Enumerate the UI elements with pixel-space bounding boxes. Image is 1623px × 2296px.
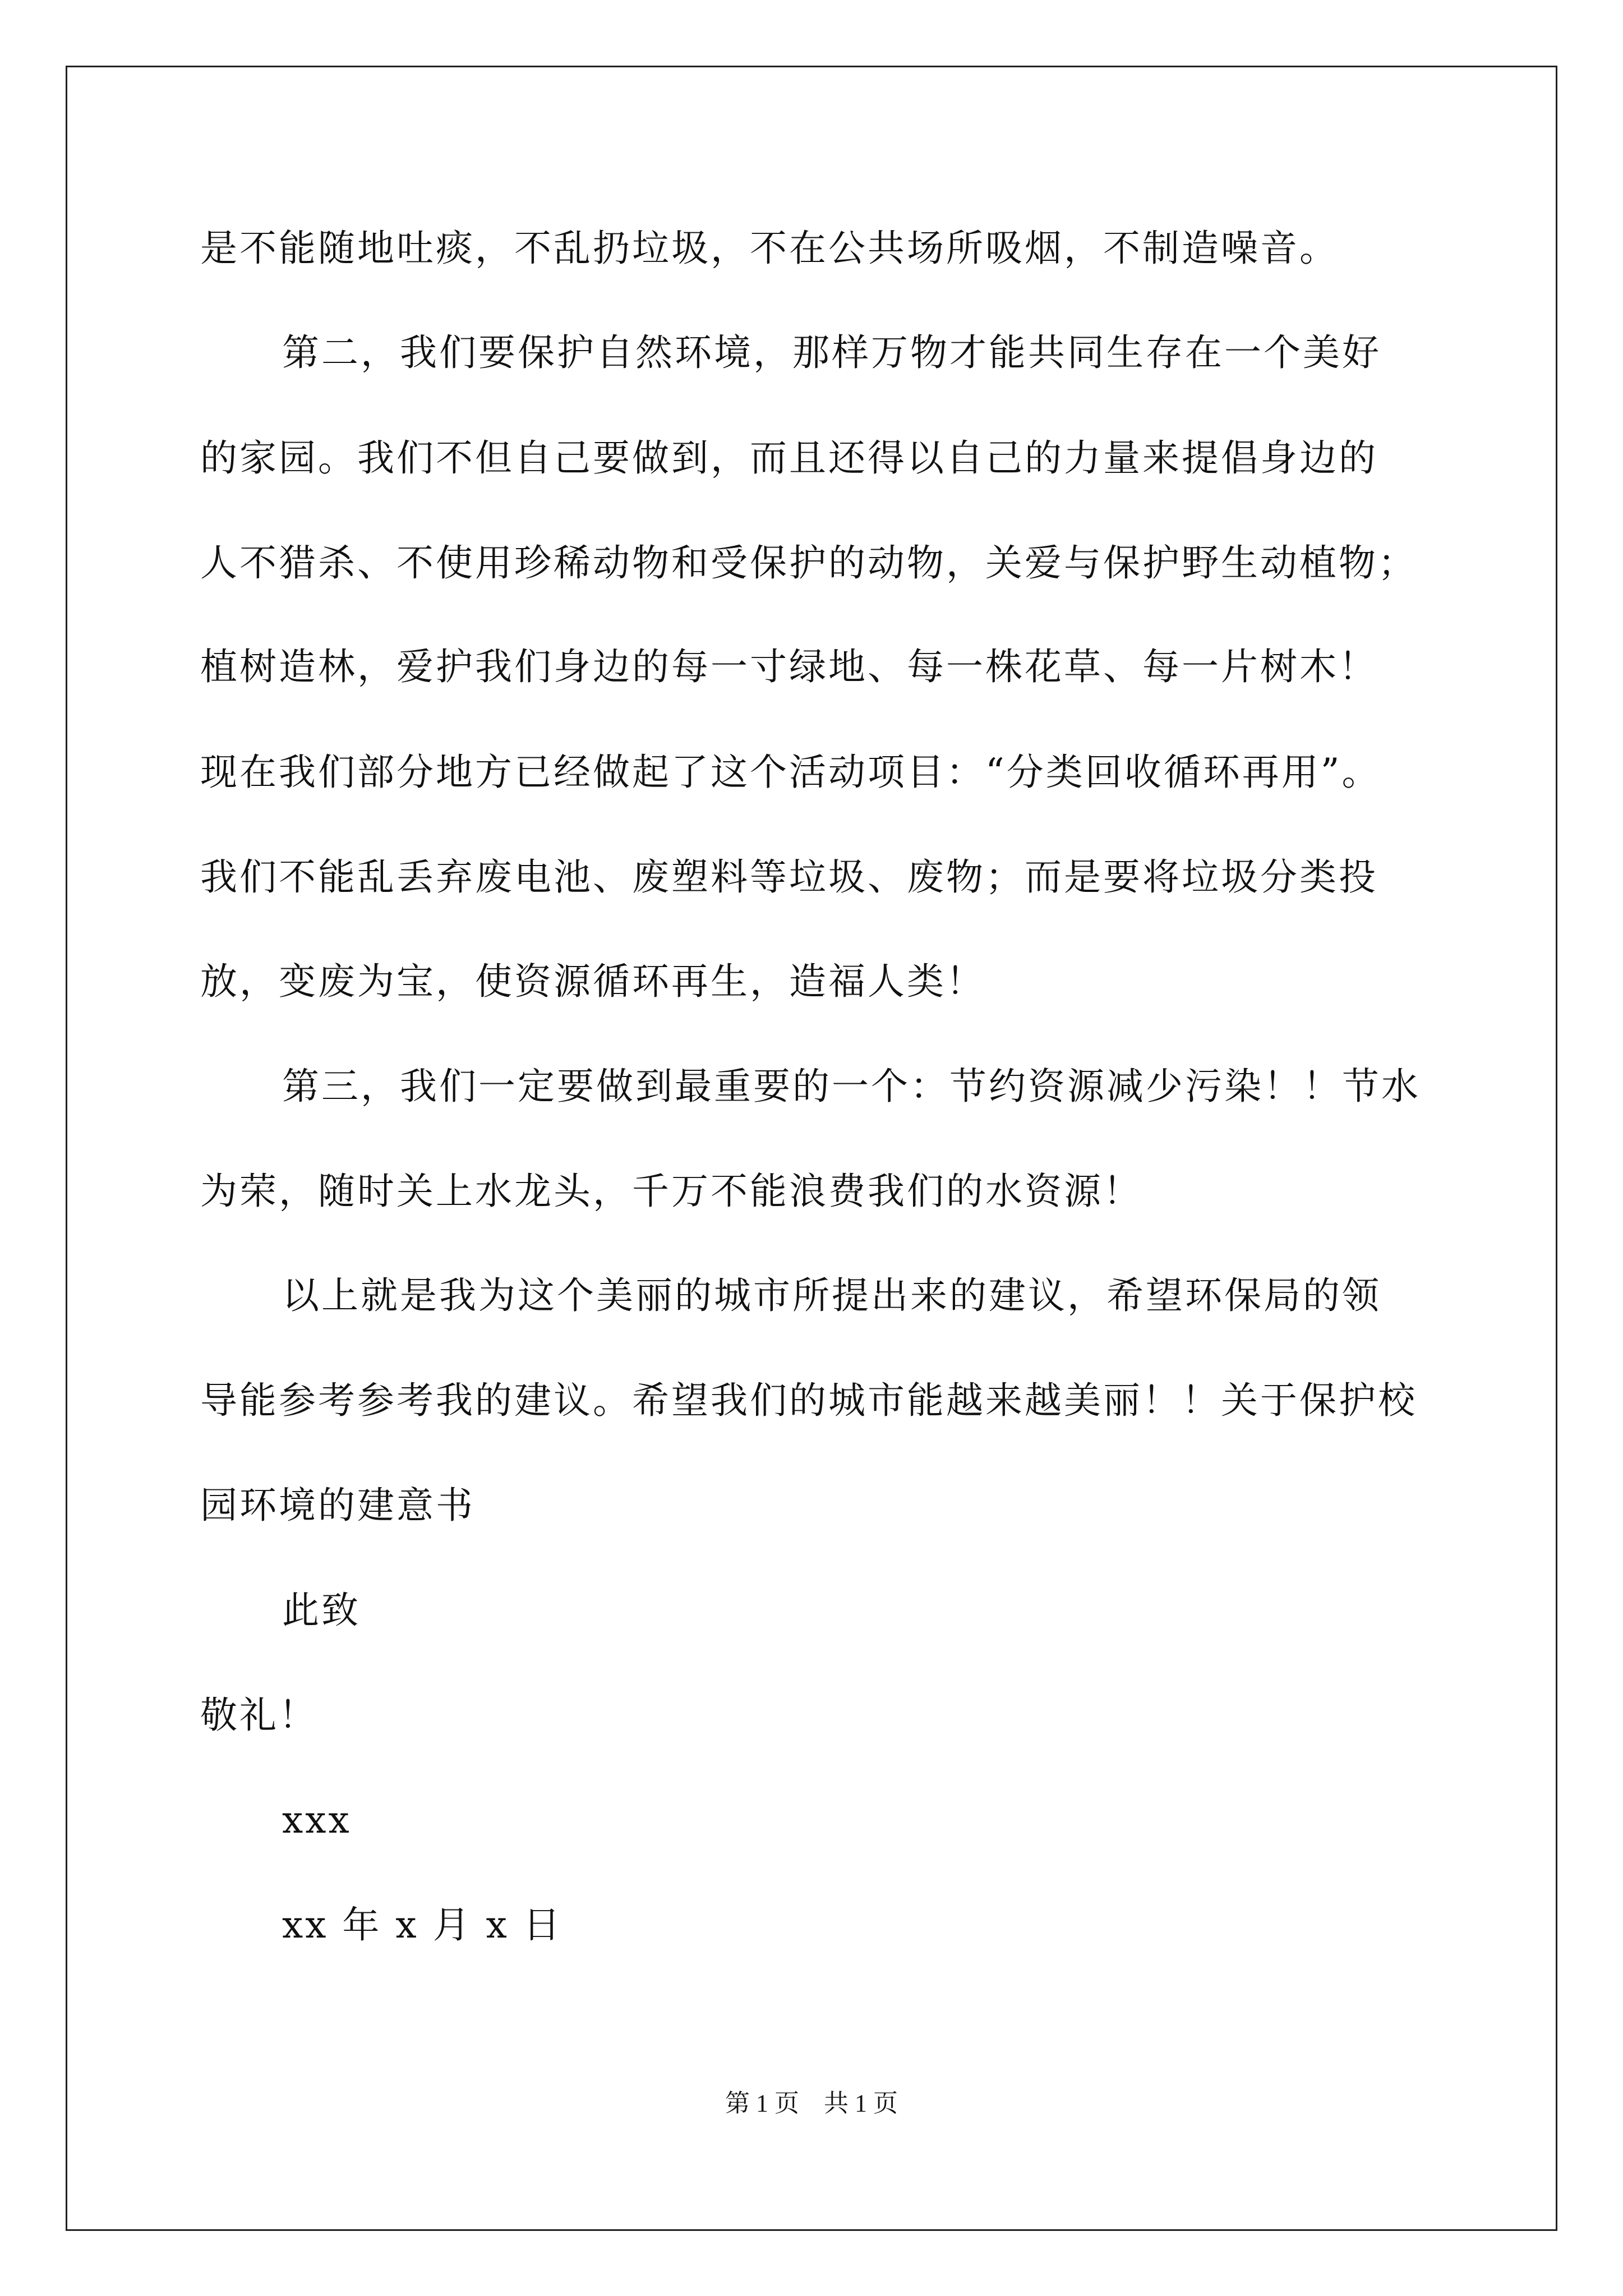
letter-line: 第三，我们一定要做到最重要的一个：节约资源减少污染！！节水 bbox=[282, 1065, 1421, 1108]
letter-date: xx 年 x 月 x 日 bbox=[282, 1903, 562, 1947]
letter-line: 的家园。我们不但自己要做到，而且还得以自己的力量来提倡身边的 bbox=[200, 436, 1378, 480]
letter-line: 园环境的建意书 bbox=[200, 1484, 475, 1527]
page-number: 第 1 页 共 1 页 bbox=[725, 2090, 898, 2117]
signature: xxx bbox=[282, 1798, 352, 1842]
letter-line: 第二，我们要保护自然环境，那样万物才能共同生存在一个美好 bbox=[282, 331, 1381, 374]
letter-line: 植树造林，爱护我们身边的每一寸绿地、每一株花草、每一片树木！ bbox=[200, 645, 1378, 688]
letter-line: 放，变废为宝，使资源循环再生，造福人类！ bbox=[200, 960, 985, 1003]
letter-line: 以上就是我为这个美丽的城市所提出来的建议，希望环保局的领 bbox=[282, 1274, 1381, 1317]
letter-line: 是不能随地吐痰，不乱扔垃圾，不在公共场所吸烟，不制造噪音。 bbox=[200, 227, 1339, 270]
letter-line: 为荣，随时关上水龙头，千万不能浪费我们的水资源！ bbox=[200, 1170, 1142, 1213]
letter-line: 人不猎杀、不使用珍稀动物和受保护的动物，关爱与保护野生动植物； bbox=[200, 541, 1417, 585]
closing-regards: 敬礼！ bbox=[200, 1694, 318, 1737]
letter-line: 导能参考参考我的建议。希望我们的城市能越来越美丽！！关于保护校 bbox=[200, 1379, 1417, 1422]
closing-salutation: 此致 bbox=[282, 1589, 361, 1632]
letter-line: 我们不能乱丢弃废电池、废塑料等垃圾、废物；而是要将垃圾分类投 bbox=[200, 855, 1378, 899]
letter-line: 现在我们部分地方已经做起了这个活动项目：“分类回收循环再用”。 bbox=[200, 751, 1381, 794]
